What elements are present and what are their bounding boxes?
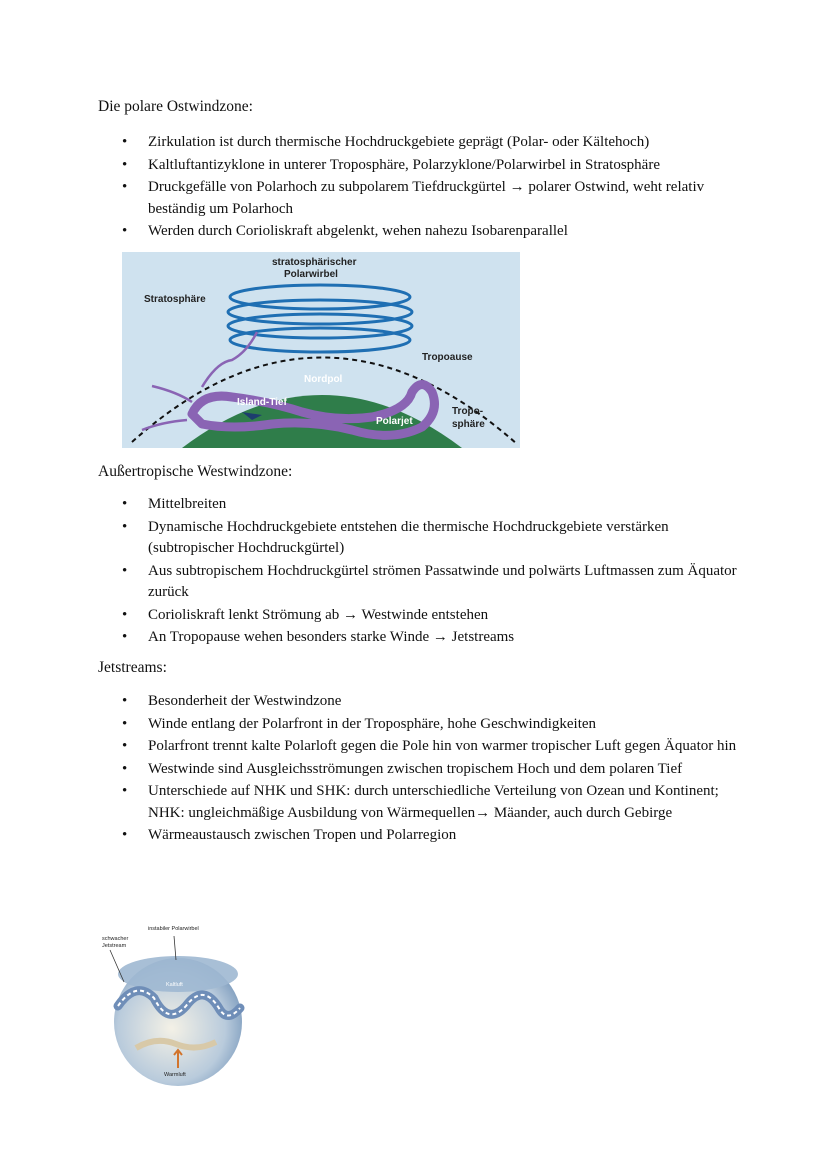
northpole-label: Nordpol [304, 374, 343, 385]
troposphere-label-1: Tropo- [452, 406, 484, 417]
vortex-label-2: Polarwirbel [284, 269, 338, 280]
list-item: • Westwinde sind Ausgleichsströmungen zwischen tropischem Hoch und dem polaren Tief [122, 759, 742, 781]
list-item: • Druckgefälle von Polarhoch zu subpolarem Tiefdruckgürtel → polarer Ostwind, weht relativ beständig um Polarhoch [122, 177, 742, 220]
polar-vortex-figure [122, 252, 520, 448]
list-item: • Aus subtropischem Hochdruckgürtel strömen Passatwinde und polwärts Luftmassen zum Äquator zurück [122, 561, 742, 604]
list-item: • Kaltluftantizyklone in unterer Troposphäre, Polarzyklone/Polarwirbel in Stratosphäre [122, 155, 742, 177]
westwind-bullet-list [122, 494, 742, 650]
stratosphere-label: Stratosphäre [144, 294, 206, 305]
section-title-jet: Jetstreams: [98, 659, 167, 676]
list-item: • Unterschiede auf NHK und SHK: durch unterschiedliche Verteilung von Ozean und Kontinent; NHK: ungleichmäßige Ausbildung von Wärmequellen→ Mäander, auch durch Gebirge [122, 781, 742, 824]
tropopause-label: Tropoause [422, 352, 473, 363]
weak-jet-label-1: schwacher [102, 936, 129, 942]
troposphere-label-2: sphäre [452, 419, 485, 430]
list-item: • Corioliskraft lenkt Strömung ab → Westwinde entstehen [122, 605, 742, 627]
jet-bullet-list [122, 691, 742, 848]
list-item: • An Tropopause wehen besonders starke Winde → Jetstreams [122, 627, 742, 649]
list-item: • Besonderheit der Westwindzone [122, 691, 742, 713]
list-item: • Mittelbreiten [122, 494, 742, 516]
list-item: • Polarfront trennt kalte Polarloft gegen die Pole hin von warmer tropischer Luft gegen Äquator hin [122, 736, 742, 758]
list-item: • Werden durch Corioliskraft abgelenkt, wehen nahezu Isobarenparallel [122, 221, 742, 243]
list-item: • Winde entlang der Polarfront in der Troposphäre, hohe Geschwindigkeiten [122, 714, 742, 736]
polarjet-label: Polarjet [376, 416, 413, 427]
list-item: • Dynamische Hochdruckgebiete entstehen die thermische Hochdruckgebiete verstärken (subtropischer Hochdruckgürtel) [122, 517, 742, 560]
unstable-vortex-label: instabiler Polarwirbel [148, 926, 199, 932]
iceland-low-label: Island-Tief [237, 397, 287, 408]
vortex-label-1: stratosphärischer [272, 257, 357, 268]
list-item: • Wärmeaustausch zwischen Tropen und Polarregion [122, 825, 742, 847]
section-title-polar: Die polare Ostwindzone: [98, 98, 253, 115]
list-item: • Zirkulation ist durch thermische Hochdruckgebiete geprägt (Polar- oder Kältehoch) [122, 132, 742, 154]
jetstream-globe-figure [96, 918, 256, 1090]
section-title-westwind: Außertropische Westwindzone: [98, 463, 293, 480]
jet-pointer [110, 950, 124, 982]
polar-bullet-list [122, 132, 742, 244]
weak-jet-label-2: Jetstream [102, 943, 127, 949]
cold-air-label: Kaltluft [166, 982, 183, 988]
warm-air-label: Warmluft [164, 1072, 186, 1078]
